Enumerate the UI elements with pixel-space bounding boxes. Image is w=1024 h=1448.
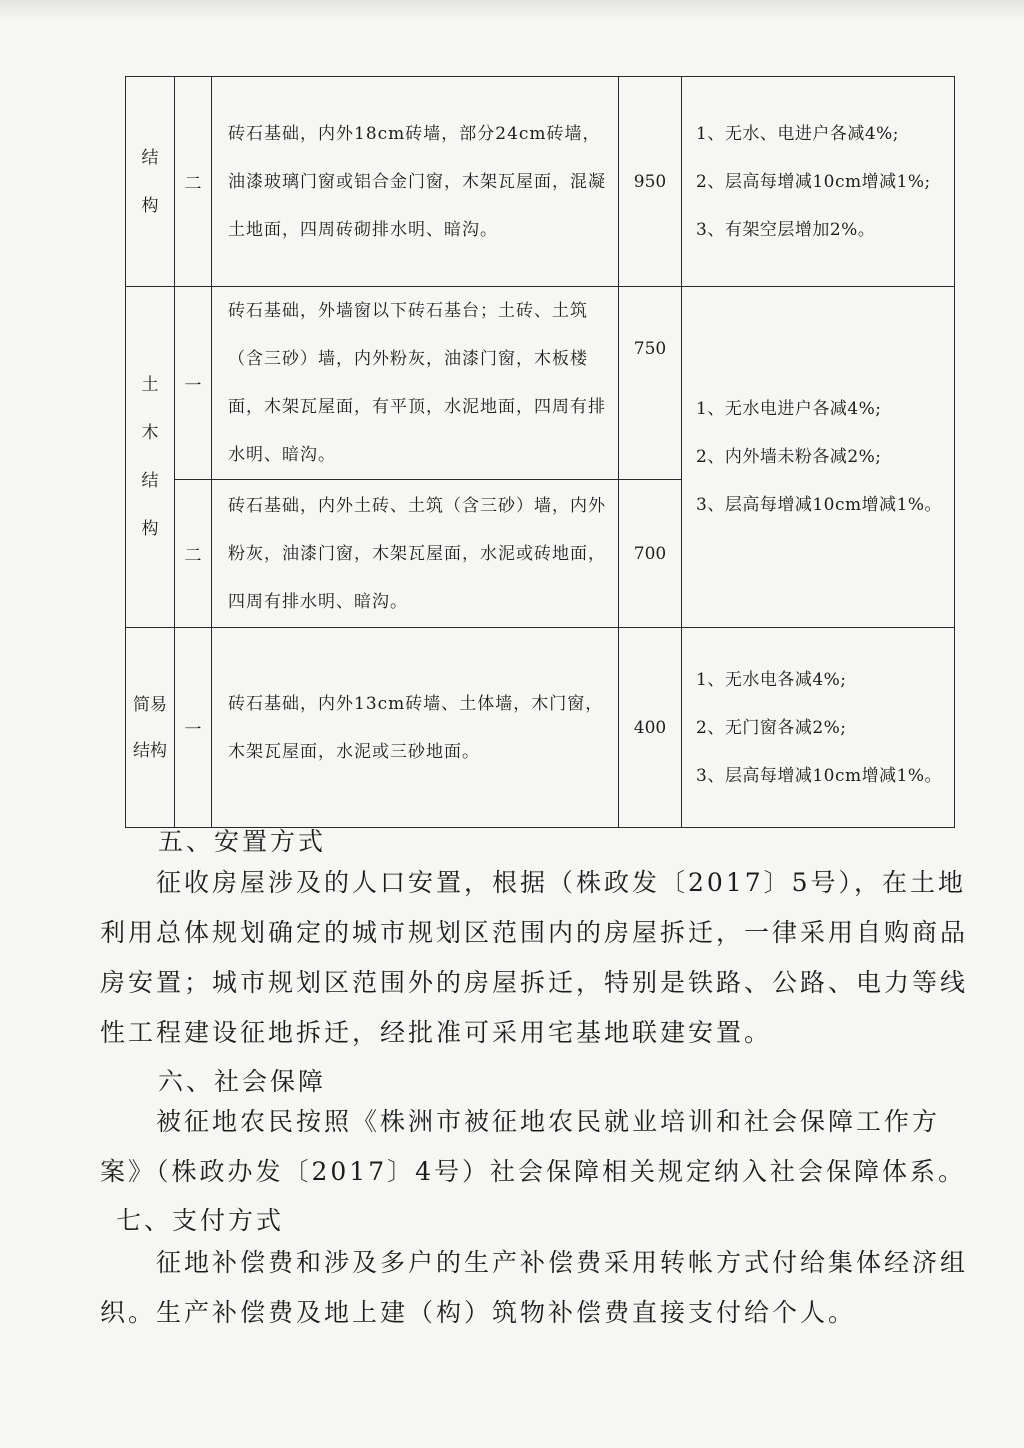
structure-description: 砖石基础，内外18cm砖墙，部分24cm砖墙，油漆玻璃门窗或铝合金门窗，木架瓦屋面，混凝土地面，四周砖砌排水明、暗沟。 [212,77,619,287]
section-body: 征收房屋涉及的人口安置，根据（株政发〔2017〕5号），在土地利用总体规划确定的城市规划区范围内的房屋拆迁，一律采用自购商品房安置；城市规划区范围外的房屋拆迁，特别是铁路、公路、电力等线性工程建设征地拆迁，经批准可采用宅基地联建安置。 [100,868,969,1047]
grade-cell: 二 [175,77,212,287]
unit-price: 950 [619,77,682,287]
section-heading: 六、社会保障 [158,1067,327,1096]
table-row [126,628,955,828]
unit-price: 750 [619,287,682,480]
section-heading: 五、安置方式 [158,827,327,856]
adjustment-notes: 1、无水、电进户各减4%; 2、层高每增减10cm增减1%; 3、有架空层增加2%。 [682,77,955,287]
table-row [126,287,955,480]
structure-description: 砖石基础，外墙窗以下砖石基台；土砖、土筑（含三砂）墙，内外粉灰，油漆门窗，木板楼面，木架瓦屋面，有平顶，水泥地面，四周有排水明、暗沟。 [212,287,619,480]
structure-category: 结 构 [126,77,175,287]
structure-description: 砖石基础，内外土砖、土筑（含三砂）墙，内外粉灰，油漆门窗，木架瓦屋面，水泥或砖地面，四周有排水明、暗沟。 [212,480,619,628]
unit-price: 700 [619,480,682,628]
adjustment-notes: 1、无水电进户各减4%; 2、内外墙未粉各减2%; 3、层高每增减10cm增减1%。 [682,287,955,628]
grade-cell: 一 [175,287,212,480]
grade-cell: 二 [175,480,212,628]
unit-price: 400 [619,628,682,828]
structure-description: 砖石基础，内外13cm砖墙、土体墙，木门窗，木架瓦屋面，水泥或三砂地面。 [212,628,619,828]
structure-category: 土 木 结 构 [126,287,175,628]
section-body: 征地补偿费和涉及多户的生产补偿费采用转帐方式付给集体经济组织。生产补偿费及地上建（构）筑物补偿费直接支付给个人。 [100,1248,969,1327]
section-body: 被征地农民按照《株洲市被征地农民就业培训和社会保障工作方案》（株政办发〔2017〕4号）社会保障相关规定纳入社会保障体系。 [100,1107,967,1186]
scan-top-edge [0,0,1024,22]
table-row [126,77,955,287]
structure-category: 简易 结构 [126,628,175,828]
housing-compensation-table [125,76,955,828]
grade-cell: 一 [175,628,212,828]
adjustment-notes: 1、无水电各减4%; 2、无门窗各减2%; 3、层高每增减10cm增减1%。 [682,628,955,828]
section-heading: 七、支付方式 [116,1206,285,1235]
